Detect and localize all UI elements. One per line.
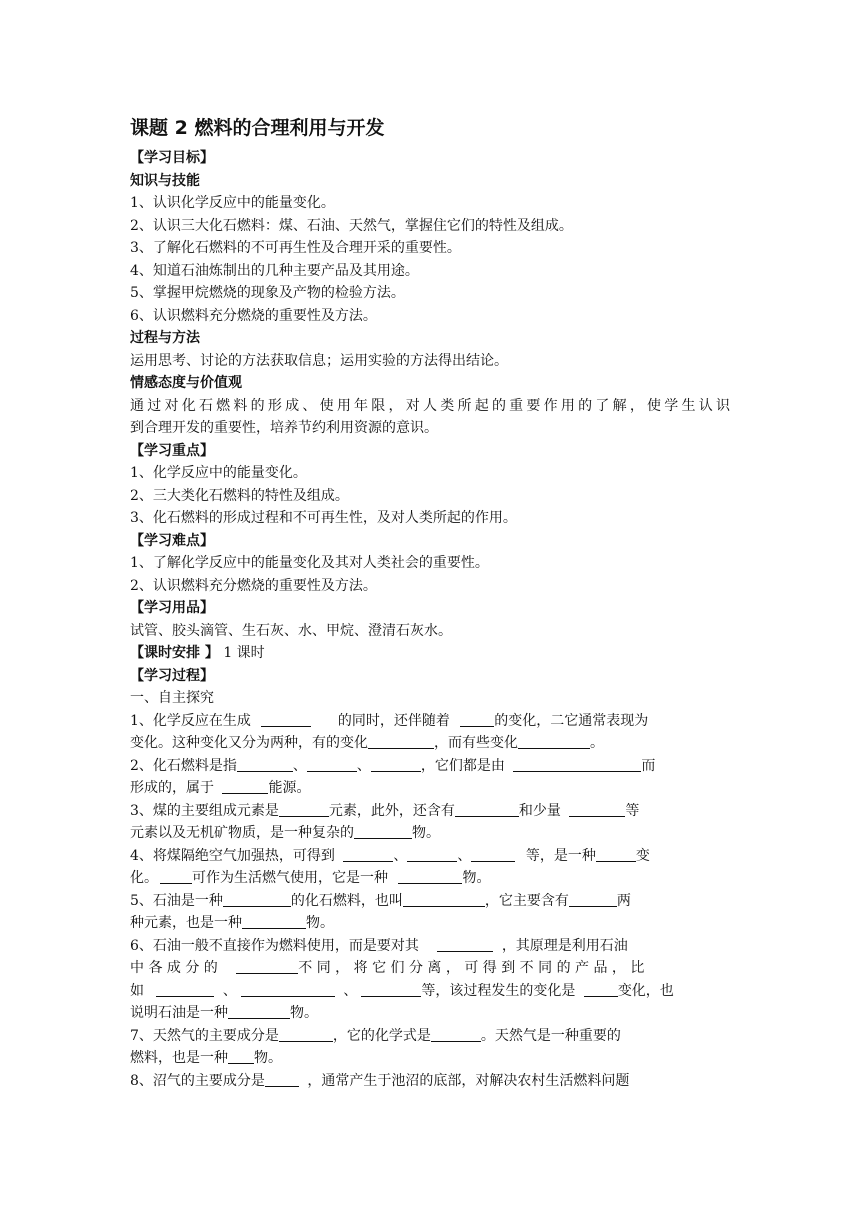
question-3-line-1 [130, 800, 730, 823]
question-3-line-2 [130, 822, 730, 845]
question-5-line-2 [130, 912, 730, 935]
answer-blank[interactable] [236, 959, 298, 974]
question-2-line-1 [130, 755, 730, 778]
text: ，通常产生于池沼的底部，对解决农村生活燃料问题 [307, 1072, 630, 1089]
text: 形成的，属于 [130, 780, 214, 796]
text: ，它主要含有 [484, 892, 569, 909]
knowledge-heading: 知识与技能 [130, 172, 200, 189]
explore-heading: 一、自主探究 [130, 690, 214, 706]
text: 。天然气是一种重要的 [480, 1027, 621, 1044]
text: 中 各 成 分 的 [130, 960, 218, 976]
text: 说明石油是一种 [130, 1005, 228, 1021]
question-6-line-3 [130, 980, 730, 1003]
text: 2、化石燃料是指 [130, 757, 237, 774]
text: 两 [616, 892, 631, 909]
text: 。 [590, 735, 604, 751]
question-4-line-2 [130, 867, 730, 890]
question-1-line-1 [130, 710, 730, 733]
text: 物。 [290, 1005, 318, 1021]
answer-blank[interactable] [431, 1027, 481, 1042]
answer-blank[interactable] [156, 982, 214, 997]
answer-blank[interactable] [160, 869, 192, 884]
answer-blank[interactable] [403, 892, 485, 907]
question-6-line-2 [130, 957, 730, 980]
text: 的变化，二它通常表现为 [494, 712, 649, 729]
difficult-item: 1、了解化学反应中的能量变化及其对人类社会的重要性。 [130, 555, 489, 571]
text: 5、石油是一种 [130, 892, 223, 909]
answer-blank[interactable] [343, 847, 393, 862]
text: 等，该过程发生的变化是 [421, 982, 576, 999]
text: 能源。 [268, 780, 311, 796]
text: ，其原理是利用石油 [501, 937, 628, 954]
answer-blank[interactable] [368, 734, 434, 749]
question-4-line-1 [130, 845, 730, 868]
schedule-heading: 【课时安排 】 [130, 645, 219, 661]
answer-blank[interactable] [460, 712, 494, 727]
emotion-heading: 情感态度与价值观 [130, 375, 242, 391]
learning-process-heading: 【学习过程】 [130, 667, 214, 684]
answer-blank[interactable] [307, 757, 357, 772]
answer-blank[interactable] [222, 779, 268, 794]
text: 化。 [130, 870, 158, 886]
text: ，它们都是由 [420, 757, 505, 774]
question-5-line-1 [130, 890, 730, 913]
answer-blank[interactable] [241, 982, 335, 997]
text: 等，是一种 [525, 847, 596, 864]
answer-blank[interactable] [455, 802, 519, 817]
answer-blank[interactable] [223, 892, 291, 907]
knowledge-item: 2、认识三大化石燃料：煤、石油、天然气，掌握住它们的特性及组成。 [130, 217, 573, 234]
text: 物。 [306, 915, 334, 931]
text: 和少量 [518, 802, 561, 819]
knowledge-item: 6、认识燃料充分燃烧的重要性及方法。 [130, 307, 377, 324]
question-2-line-2 [130, 777, 730, 800]
question-1-line-2 [130, 732, 730, 755]
question-8-line-1 [130, 1070, 730, 1093]
answer-blank[interactable] [596, 847, 636, 862]
answer-blank[interactable] [407, 847, 457, 862]
question-6-line-1 [130, 935, 730, 958]
text: 而 [641, 757, 656, 774]
text: 等 [625, 802, 640, 819]
document-body [130, 113, 730, 1092]
page-title: 课题 2 燃料的合理利用与开发 [130, 117, 385, 139]
text: 元素，此外，还含有 [328, 802, 455, 819]
text: 物。 [254, 1050, 282, 1066]
answer-blank[interactable] [361, 982, 421, 997]
text: 元素以及无机矿物质，是一种复杂的 [130, 825, 354, 841]
text: 、 [356, 757, 371, 774]
text: 8、沼气的主要成分是 [130, 1072, 265, 1089]
answer-blank[interactable] [279, 1027, 333, 1042]
text: 、 [393, 847, 408, 864]
goals-heading: 【学习目标】 [130, 150, 214, 166]
answer-blank[interactable] [584, 982, 618, 997]
answer-blank[interactable] [242, 914, 306, 929]
text: 变化，也 [617, 982, 674, 999]
text: 物。 [462, 870, 491, 886]
answer-blank[interactable] [518, 734, 590, 749]
difficult-heading: 【学习难点】 [130, 532, 214, 549]
text: 变化。这种变化又分为两种，有的变化 [130, 735, 368, 751]
text: 3、煤的主要组成元素是 [130, 802, 279, 819]
text: 可作为生活燃气使用，它是一种 [192, 870, 388, 886]
answer-blank[interactable] [398, 869, 462, 884]
text: 燃料，也是一种 [130, 1050, 228, 1066]
question-7-line-1 [130, 1025, 730, 1048]
answer-blank[interactable] [569, 802, 625, 817]
answer-blank[interactable] [279, 802, 329, 817]
text: 7、天然气的主要成分是 [130, 1027, 279, 1044]
text: 、 [343, 982, 358, 999]
text: 变 [635, 847, 650, 864]
key-item: 1、化学反应中的能量变化。 [130, 465, 307, 481]
knowledge-item: 3、了解化石燃料的不可再生性及合理开采的重要性。 [130, 240, 461, 256]
key-item: 2、三大类化石燃料的特性及组成。 [130, 487, 349, 504]
text: 物。 [412, 825, 440, 841]
answer-blank[interactable] [437, 937, 493, 952]
answer-blank[interactable] [228, 1049, 254, 1064]
difficult-item: 2、认识燃料充分燃烧的重要性及方法。 [130, 577, 377, 594]
text: 6、石油一般不直接作为燃料使用，而是要对其 [130, 937, 419, 954]
answer-blank[interactable] [513, 757, 641, 772]
answer-blank[interactable] [265, 1072, 299, 1087]
schedule-line [130, 642, 730, 665]
text: 、 [457, 847, 472, 864]
answer-blank[interactable] [371, 757, 421, 772]
emotion-text: 通过对化石燃料的形成、使用年限，对人类所起的重要作用的了解，使学生认识 [130, 397, 730, 414]
answer-blank[interactable] [569, 892, 617, 907]
text: 种元素，也是一种 [130, 915, 242, 931]
question-6-line-4 [130, 1002, 730, 1025]
answer-blank[interactable] [471, 847, 515, 862]
text: 不 同 ， 将 它 们 分 离 ， 可 得 到 不 同 的 产 品 ， 比 [298, 960, 645, 976]
knowledge-item: 1、认识化学反应中的能量变化。 [130, 195, 335, 211]
schedule-value: 1 课时 [223, 645, 265, 661]
answer-blank[interactable] [354, 824, 412, 839]
text: 如 [130, 982, 144, 999]
knowledge-item: 5、掌握甲烷燃烧的现象及产物的检验方法。 [130, 285, 405, 301]
emotion-text: 到合理开发的重要性，培养节约利用资源的意识。 [130, 420, 438, 436]
text: 4、将煤隔绝空气加强热，可得到 [130, 847, 335, 864]
text: 1、化学反应在生成 [130, 712, 251, 729]
answer-blank[interactable] [228, 1004, 290, 1019]
text: 的同时，还伴随着 [337, 712, 450, 729]
text: ，而有些变化 [434, 735, 518, 751]
text: ，它的化学式是 [332, 1027, 431, 1044]
answer-blank[interactable] [261, 712, 311, 727]
text: 、 [292, 757, 307, 774]
text: 、 [222, 982, 237, 999]
supplies-text: 试管、胶头滴管、生石灰、水、甲烷、澄清石灰水。 [130, 622, 452, 639]
question-7-line-2 [130, 1047, 730, 1070]
key-heading: 【学习重点】 [130, 442, 214, 459]
answer-blank[interactable] [237, 757, 293, 772]
knowledge-item: 4、知道石油炼制出的几种主要产品及其用途。 [130, 262, 419, 279]
process-text: 运用思考、讨论的方法获取信息；运用实验的方法得出结论。 [130, 352, 508, 369]
supplies-heading: 【学习用品】 [130, 600, 214, 616]
text: 的化石燃料，也叫 [290, 892, 403, 909]
key-item: 3、化石燃料的形成过程和不可再生性，及对人类所起的作用。 [130, 510, 517, 526]
process-heading: 过程与方法 [130, 330, 200, 346]
